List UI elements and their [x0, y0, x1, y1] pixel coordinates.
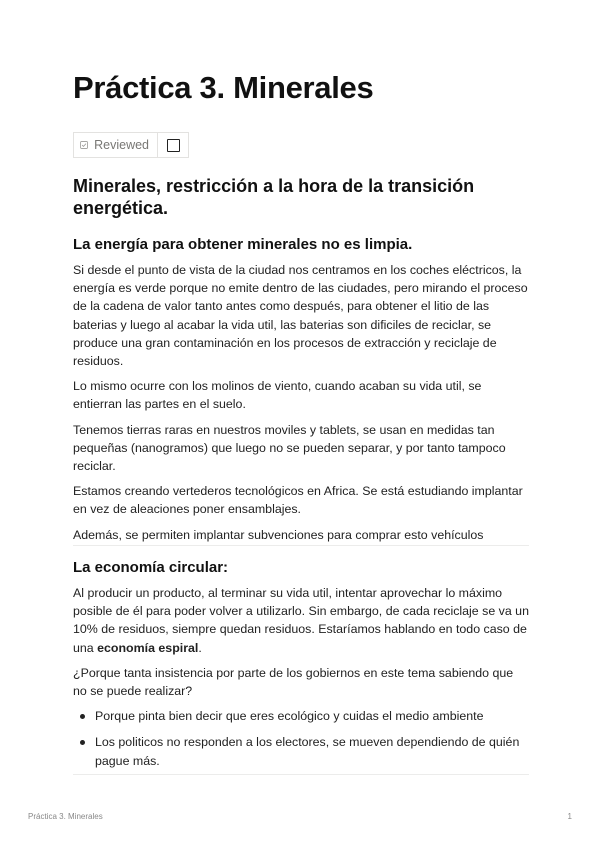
checkbox-property-icon — [80, 140, 88, 150]
property-label-text: Reviewed — [94, 138, 149, 152]
list-item-text: Los politicos no responden a los electores, se mueven dependiendo de quién pague más. — [95, 735, 520, 768]
paragraph-text: Al producir un producto, al terminar su vida util, intentar aprovechar lo máximo posible de él para poder volver a utilizarlo. Sin embargo, de cada reciclaje se va un 10% de residuos, siempre quedan residuos. Estaríamos hablando en todo caso de una — [73, 586, 529, 655]
property-label — [73, 132, 158, 158]
bold-term: economía espiral — [97, 640, 199, 655]
property-row — [73, 132, 189, 158]
section-heading: Minerales, restricción a la hora de la transición energética. — [73, 176, 475, 218]
bullet-icon — [80, 740, 85, 745]
subheading-energy: La energía para obtener minerales no es limpia. — [73, 236, 413, 253]
reviewed-checkbox-cell[interactable] — [158, 132, 189, 158]
divider — [73, 774, 529, 775]
divider — [73, 545, 529, 546]
section-1-body — [73, 235, 529, 544]
paragraph: ¿Porque tanta insistencia por parte de los gobiernos en este tema sabiendo que no se puede realizar? — [73, 665, 514, 699]
page-title: Práctica 3. Minerales — [73, 70, 374, 105]
paragraph: Además, se permiten implantar subvenciones para comprar esto vehículos — [73, 527, 484, 542]
page-number: 1 — [567, 812, 572, 821]
reviewed-checkbox[interactable] — [167, 139, 180, 152]
paragraph: Estamos creando vertederos tecnológicos en Africa. Se está estudiando implantar en vez de aleaciones poner ensamblajes. — [73, 484, 523, 517]
section-2-body — [73, 558, 529, 770]
list-item-text: Porque pinta bien decir que eres ecológico y cuidas el medio ambiente — [95, 709, 484, 724]
paragraph: Si desde el punto de vista de la ciudad nos centramos en los coches eléctricos, la energía es verde porque no emite dentro de las ciudades, pero mirando el proceso de la cadena de valor tanto antes como después, para obtener el litio de las baterias y luego al acabar la vida util, las baterias son dificiles de reciclar, se produce una gran contaminación en los procesos de extracción y reciclaje de residuos. — [73, 263, 528, 369]
bullet-icon — [80, 714, 85, 719]
paragraph: Tenemos tierras raras en nuestros moviles y tablets, se usan en medidas tan pequeñas (nanogramos) que luego no se pueden separar, y por tanto tampoco reciclar. — [73, 422, 506, 474]
subheading-circular-economy: La economía circular: — [73, 559, 229, 576]
paragraph-end: . — [198, 640, 202, 655]
list-item — [73, 733, 529, 769]
footer-title: Práctica 3. Minerales — [28, 812, 103, 821]
bullet-list — [73, 707, 529, 770]
paragraph: Lo mismo ocurre con los molinos de viento, cuando acaban su vida util, se entierran las partes en el suelo. — [73, 379, 482, 412]
list-item — [73, 707, 529, 725]
paragraph — [73, 584, 529, 657]
